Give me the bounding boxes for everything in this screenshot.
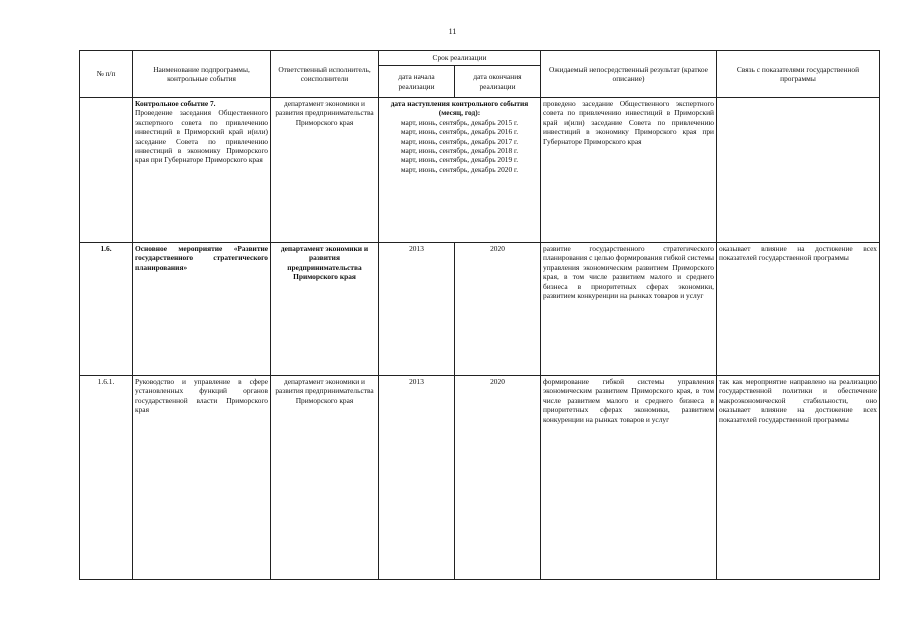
header-end: дата окончания реализации (455, 66, 541, 98)
row-start: 2013 (379, 243, 455, 376)
page-number: 11 (448, 27, 457, 36)
header-result: Ожидаемый непосредственный результат (краткое описание) (541, 51, 717, 98)
row-num: 1.6.1. (80, 376, 133, 580)
header-period: Срок реализации (379, 51, 541, 66)
dates-heading: дата наступления контрольного события (месяц, год): (390, 99, 529, 118)
header-start: дата начала реализации (379, 66, 455, 98)
date-line: март, июнь, сентябрь, декабрь 2020 г. (400, 164, 519, 174)
row-result: проведено заседание Общественного экспертного совета по привлечению инвестиций в Приморский край и(или) заседание Совета по привлечению инвестиций в экономику Приморского края при Губернаторе Приморского края (541, 98, 717, 243)
row-responsible: департамент экономики и развития предпринимательства Приморского края (271, 376, 379, 580)
row-name: Основное мероприятие «Развитие государственного стратегического планирования» (133, 243, 271, 376)
row-link: так как мероприятие направлено на реализацию государственной политики и обеспечение макроэкономической стабильности, оно оказывает влияние на достижение всех показателей государственной программы (717, 376, 880, 580)
date-line: март, июнь, сентябрь, декабрь 2016 г. (400, 127, 519, 137)
row-link: оказывает влияние на достижение всех показателей государственной программы (717, 243, 880, 376)
row-responsible: департамент экономики и развития предпринимательства Приморского края (271, 243, 379, 376)
date-line: март, июнь, сентябрь, декабрь 2015 г. (400, 117, 519, 127)
row-num (80, 98, 133, 243)
row-num: 1.6. (80, 243, 133, 376)
row-end: 2020 (455, 376, 541, 580)
table-row (80, 376, 880, 580)
row-start: 2013 (379, 376, 455, 580)
control-event-text: Проведение заседания Общественного экспертного совета по привлечению инвестиций в Приморский край и(или) заседание Совета по привлечению инвестиций в экономику Приморского края при Губернаторе Приморского края (135, 108, 268, 165)
row-name: Руководство и управление в сфере установленных функций органов государственной власти Приморского края (133, 376, 271, 580)
table-row (80, 243, 880, 376)
row-responsible: департамент экономики и развития предпринимательства Приморского края (271, 98, 379, 243)
date-line: март, июнь, сентябрь, декабрь 2018 г. (400, 145, 519, 155)
date-line: март, июнь, сентябрь, декабрь 2017 г. (400, 136, 519, 146)
program-table (79, 50, 880, 580)
control-event-title: Контрольное событие 7. (135, 99, 216, 108)
table-row (80, 98, 880, 243)
row-link (717, 98, 880, 243)
header-link: Связь с показателями государственной программы (717, 51, 880, 98)
program-table-container (79, 50, 880, 580)
row-result: формирование гибкой системы управления экономическим развитием Приморского края, в том числе развитием малого и среднего бизнеса в приоритетных сферах экономики, развитием конкуренции на рынках товаров и услуг (541, 376, 717, 580)
header-name: Наименование подпрограммы, контрольные события (133, 51, 271, 98)
row-end: 2020 (455, 243, 541, 376)
header-responsible: Ответственный исполнитель, соисполнители (271, 51, 379, 98)
row-dates (379, 98, 541, 243)
row-name (133, 98, 271, 243)
header-num: № п/п (80, 51, 133, 98)
row-result: развитие государственного стратегического планирования с целью формирования гибкой системы управления экономическим развитием Приморского края, в том числе развитием малого и среднего бизнеса в приоритетных сферах экономики, развитием конкуренции на рынках товаров и услуг (541, 243, 717, 376)
date-line: март, июнь, сентябрь, декабрь 2019 г. (400, 155, 519, 165)
